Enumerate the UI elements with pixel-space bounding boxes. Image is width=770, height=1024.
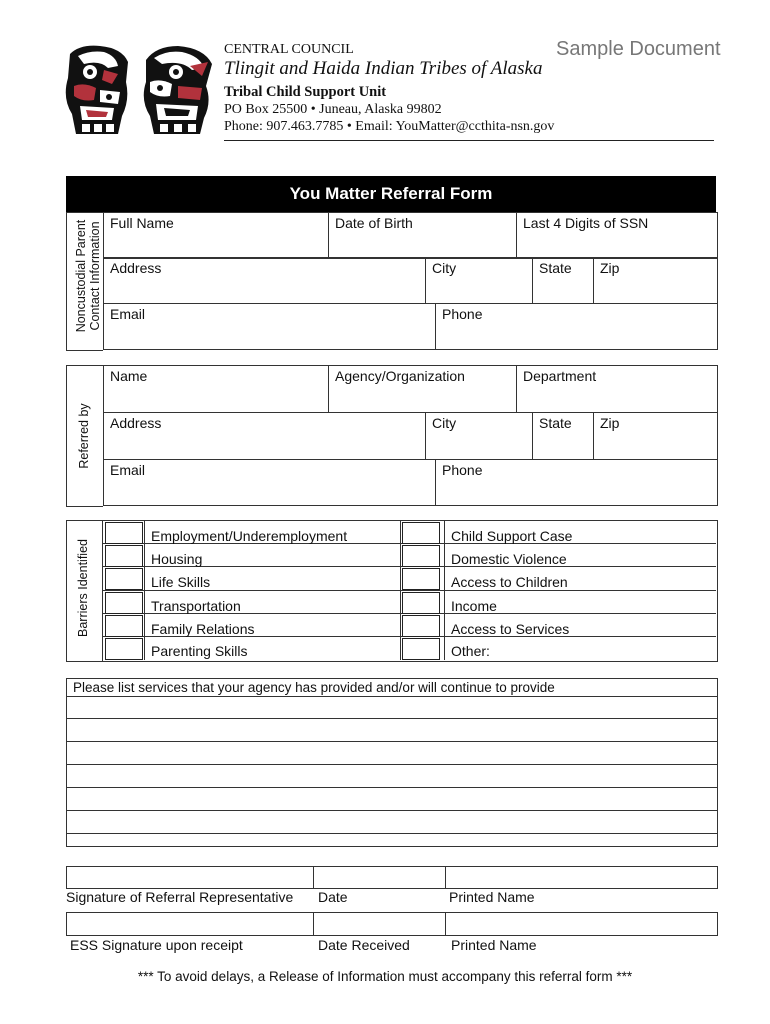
barrier-label: Income <box>451 598 497 614</box>
referrer-state-field[interactable]: State <box>533 413 594 460</box>
date-received-label: Date Received <box>318 937 410 953</box>
referrer-name-field[interactable]: Name <box>104 366 329 413</box>
barrier-label: Life Skills <box>151 574 211 590</box>
services-prompt-row <box>66 678 718 697</box>
services-line-1[interactable] <box>66 696 718 719</box>
referrer-address-field[interactable]: Address <box>104 413 426 460</box>
barrier-label: Access to Services <box>451 621 570 637</box>
referrer-phone-field[interactable]: Phone <box>436 460 718 506</box>
checkbox-housing[interactable] <box>105 545 143 567</box>
referrer-address-table <box>103 412 718 460</box>
referrer-zip-field[interactable]: Zip <box>594 413 718 460</box>
barrier-label: Child Support Case <box>451 528 573 544</box>
services-line-6[interactable] <box>66 811 718 834</box>
referrer-table <box>103 365 718 413</box>
checkbox-access-to-children[interactable] <box>402 568 440 590</box>
ssn-field[interactable]: Last 4 Digits of SSN <box>517 213 718 259</box>
parent-email-field[interactable]: Email <box>104 304 436 350</box>
barrier-label: Domestic Violence <box>451 551 567 567</box>
parent-contact-table <box>103 212 718 259</box>
services-line-3[interactable] <box>66 742 718 765</box>
signature-date-field[interactable] <box>313 866 443 888</box>
barrier-label: Employment/Underemployment <box>151 528 348 544</box>
referred-section-label: Referred by <box>77 403 91 469</box>
barriers-section-label: Barriers Identified <box>76 539 90 637</box>
checkbox-employment[interactable] <box>105 522 143 544</box>
dob-field[interactable]: Date of Birth <box>329 213 517 259</box>
agency-field[interactable]: Agency/Organization <box>329 366 517 413</box>
referrer-email-field[interactable]: Email <box>104 460 436 506</box>
services-line-7[interactable] <box>66 834 718 847</box>
parent-zip-field[interactable]: Zip <box>594 258 718 304</box>
barrier-label: Access to Children <box>451 574 568 590</box>
header-divider <box>224 140 714 141</box>
form-title: You Matter Referral Form <box>66 176 716 212</box>
parent-email-table <box>103 303 718 350</box>
parent-address-table <box>103 257 718 304</box>
department-field[interactable]: Department <box>517 366 718 413</box>
services-line-2[interactable] <box>66 719 718 742</box>
printed-name-2-field[interactable] <box>445 912 715 935</box>
checkbox-life-skills[interactable] <box>105 568 143 590</box>
parent-section-label: Noncustodial Parent Contact Information <box>74 219 102 333</box>
referrer-email-table <box>103 459 718 506</box>
tribal-art-logo-left <box>60 42 134 138</box>
release-footnote: *** To avoid delays, a Release of Information must accompany this referral form *** <box>137 969 633 984</box>
parent-address-field[interactable]: Address <box>104 258 426 304</box>
services-line-5[interactable] <box>66 788 718 811</box>
checkbox-other[interactable] <box>402 638 440 660</box>
signature-printed-name-field[interactable] <box>445 866 715 888</box>
barrier-label: Family Relations <box>151 621 255 637</box>
checkbox-transportation[interactable] <box>105 592 143 614</box>
unit-name: Tribal Child Support Unit <box>224 84 387 100</box>
org-name-line2: Tlingit and Haida Indian Tribes of Alaska <box>224 58 543 79</box>
services-prompt: Please list services that your agency has provided and/or will continue to provide <box>73 680 555 695</box>
ess-signature-label: ESS Signature upon receipt <box>70 937 243 953</box>
org-name-line1: CENTRAL COUNCIL <box>224 42 354 57</box>
tribal-art-logo-right <box>140 42 216 138</box>
org-address: PO Box 25500 • Juneau, Alaska 99802 <box>224 102 442 117</box>
printed-name-2-label: Printed Name <box>451 937 537 953</box>
checkbox-parenting-skills[interactable] <box>105 638 143 660</box>
checkbox-child-support-case[interactable] <box>402 522 440 544</box>
services-line-4[interactable] <box>66 765 718 788</box>
sample-document-watermark: Sample Document <box>556 38 721 60</box>
parent-city-field[interactable]: City <box>426 258 533 304</box>
checkbox-family-relations[interactable] <box>105 615 143 637</box>
parent-phone-field[interactable]: Phone <box>436 304 718 350</box>
signature-rep-field[interactable] <box>66 866 312 888</box>
barrier-label: Transportation <box>151 598 241 614</box>
barrier-label: Parenting Skills <box>151 643 248 659</box>
org-contact: Phone: 907.463.7785 • Email: YouMatter@ccthita-nsn.gov <box>224 119 555 134</box>
signature-rep-label: Signature of Referral Representative <box>66 889 294 905</box>
ess-signature-field[interactable] <box>66 912 312 935</box>
signature-date-label: Date <box>318 889 348 905</box>
parent-state-field[interactable]: State <box>533 258 594 304</box>
checkbox-access-to-services[interactable] <box>402 615 440 637</box>
referrer-city-field[interactable]: City <box>426 413 533 460</box>
signature-printed-name-label: Printed Name <box>449 889 535 905</box>
checkbox-income[interactable] <box>402 592 440 614</box>
checkbox-domestic-violence[interactable] <box>402 545 440 567</box>
barrier-label: Other: <box>451 643 490 659</box>
full-name-field[interactable]: Full Name <box>104 213 329 259</box>
barrier-label: Housing <box>151 551 203 567</box>
date-received-field[interactable] <box>313 912 443 935</box>
